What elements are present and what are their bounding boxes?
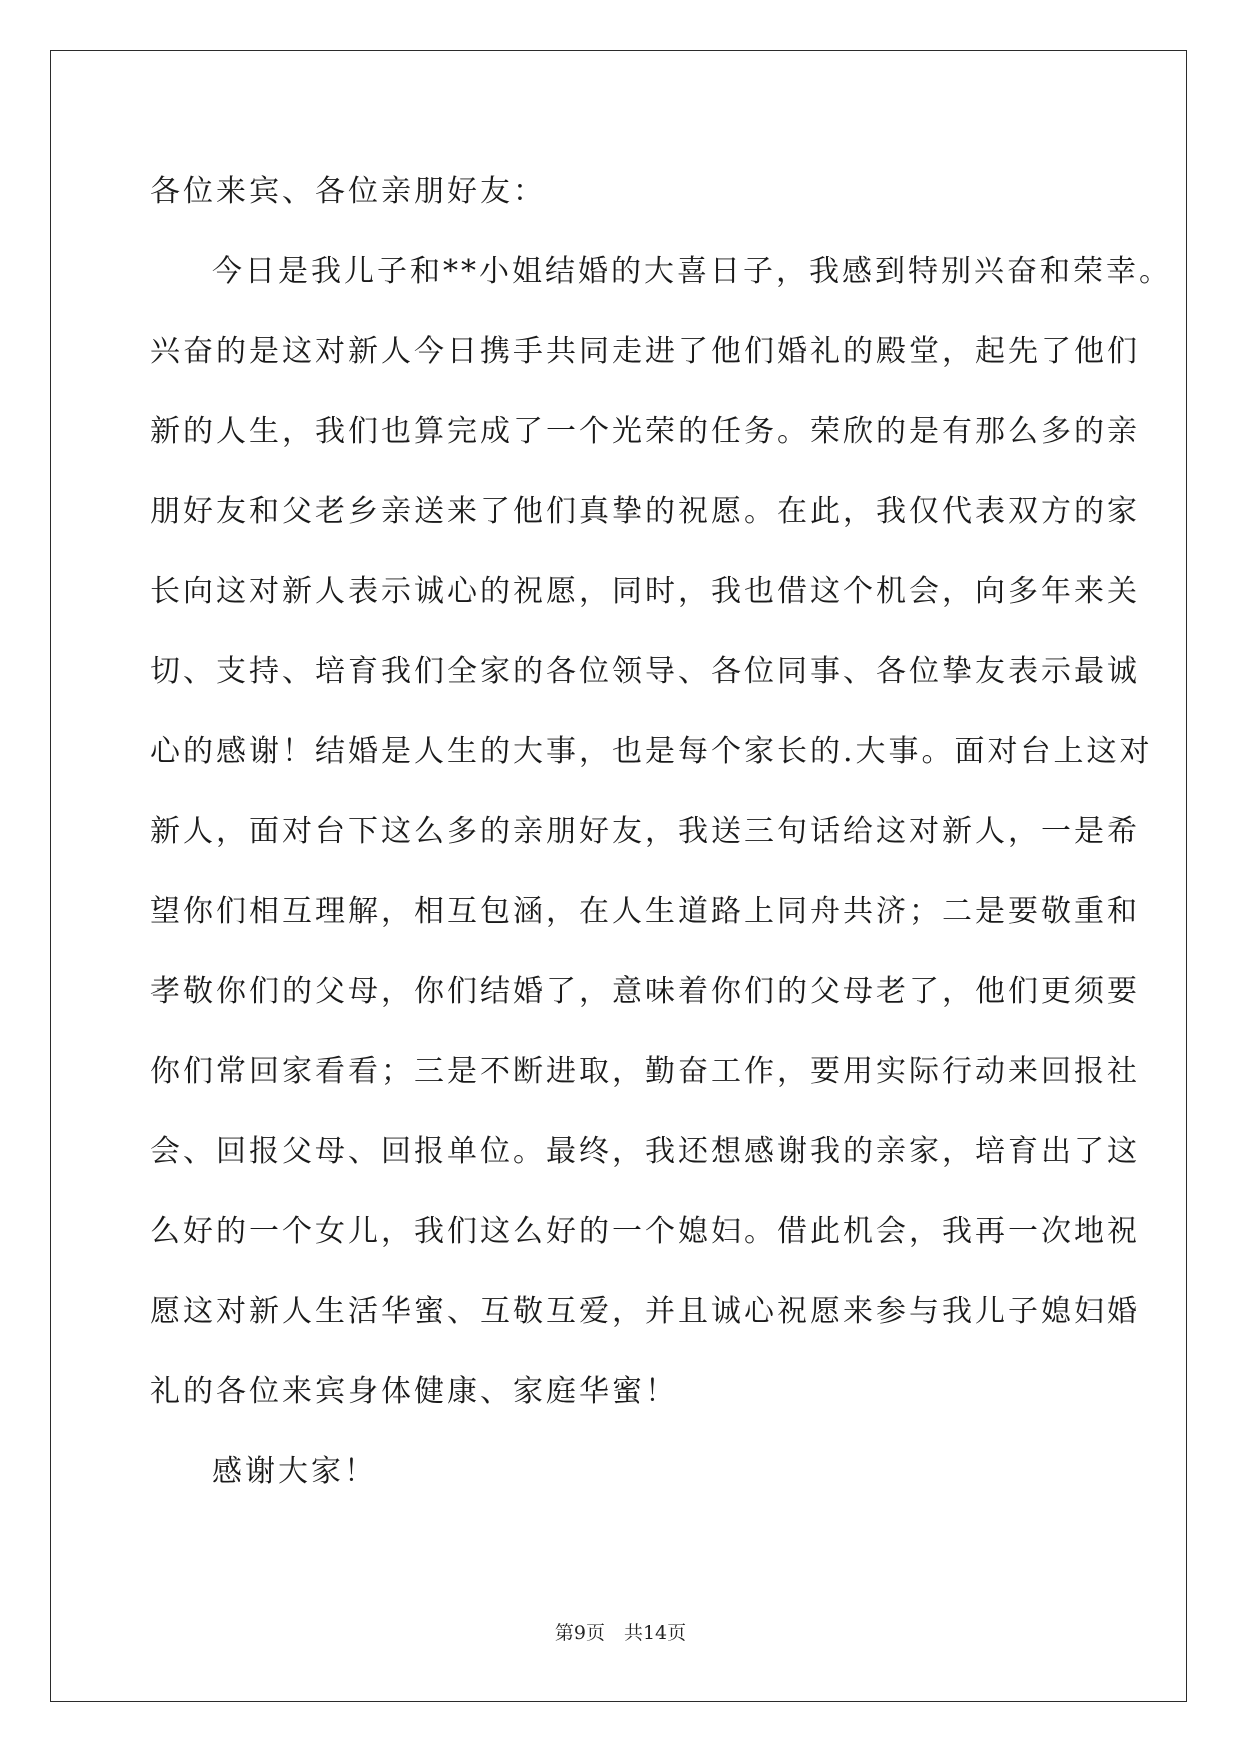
paragraph-line: 今日是我儿子和**小姐结婚的大喜日子，我感到特别兴奋和荣幸。: [212, 254, 1172, 289]
paragraph-line: 新的人生，我们也算完成了一个光荣的任务。荣欣的是有那么多的亲: [150, 414, 1140, 449]
paragraph-line: 孝敬你们的父母，你们结婚了，意味着你们的父母老了，他们更须要: [150, 974, 1140, 1009]
paragraph-line: 切、支持、培育我们全家的各位领导、各位同事、各位挚友表示最诚: [150, 654, 1140, 689]
paragraph-line: 长向这对新人表示诚心的祝愿，同时，我也借这个机会，向多年来关: [150, 574, 1140, 609]
paragraph-line: 礼的各位来宾身体健康、家庭华蜜！: [150, 1374, 678, 1409]
closing-line: 感谢大家！: [212, 1454, 377, 1489]
paragraph-line: 望你们相互理解，相互包涵，在人生道路上同舟共济；二是要敬重和: [150, 894, 1140, 929]
paragraph-line: 会、回报父母、回报单位。最终，我还想感谢我的亲家，培育出了这: [150, 1134, 1140, 1169]
paragraph-line: 你们常回家看看；三是不断进取，勤奋工作，要用实际行动来回报社: [150, 1054, 1140, 1089]
paragraph-line: 朋好友和父老乡亲送来了他们真挚的祝愿。在此，我仅代表双方的家: [150, 494, 1140, 529]
page-number-footer: 第9页 共14页: [554, 1622, 687, 1644]
paragraph-line: 愿这对新人生活华蜜、互敬互爱，并且诚心祝愿来参与我儿子媳妇婚: [150, 1294, 1140, 1329]
paragraph-line: 心的感谢！结婚是人生的大事，也是每个家长的.大事。面对台上这对: [150, 734, 1153, 769]
paragraph-line: 新人，面对台下这么多的亲朋好友，我送三句话给这对新人，一是希: [150, 814, 1140, 849]
paragraph-line: 么好的一个女儿，我们这么好的一个媳妇。借此机会，我再一次地祝: [150, 1214, 1140, 1249]
salutation-line: 各位来宾、各位亲朋好友：: [150, 174, 546, 209]
paragraph-line: 兴奋的是这对新人今日携手共同走进了他们婚礼的殿堂，起先了他们: [150, 334, 1140, 369]
